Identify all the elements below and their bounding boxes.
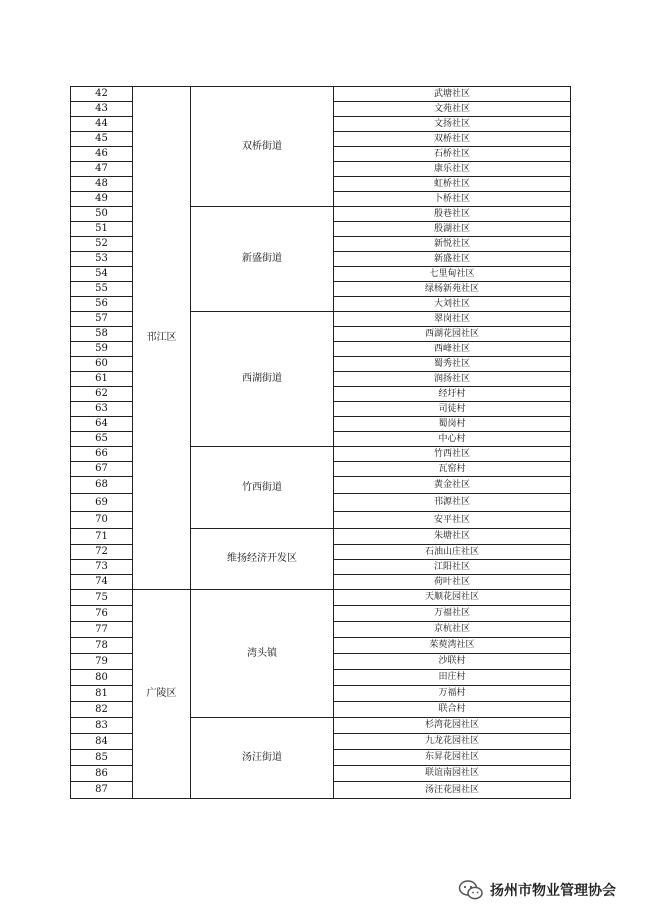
- community-name: 武塘社区: [334, 87, 571, 102]
- row-number: 65: [71, 432, 133, 447]
- wechat-icon: [458, 879, 484, 901]
- community-name: 汤汪花园社区: [334, 782, 571, 799]
- community-name: 石油山庄社区: [334, 545, 571, 560]
- row-number: 42: [71, 87, 133, 102]
- row-number: 47: [71, 162, 133, 177]
- community-name: 安平社区: [334, 512, 571, 529]
- community-name: 新悦社区: [334, 237, 571, 252]
- community-name: 七里甸社区: [334, 267, 571, 282]
- row-number: 66: [71, 447, 133, 462]
- row-number: 69: [71, 494, 133, 512]
- community-name: 江阳社区: [334, 560, 571, 575]
- community-name: 京杭社区: [334, 622, 571, 638]
- row-number: 79: [71, 654, 133, 670]
- community-name: 文苑社区: [334, 102, 571, 117]
- row-number: 62: [71, 387, 133, 402]
- community-name: 文扬社区: [334, 117, 571, 132]
- community-name: 万福村: [334, 686, 571, 702]
- community-name: 朱塘社区: [334, 529, 571, 545]
- table-row: [71, 87, 571, 102]
- row-number: 75: [71, 590, 133, 606]
- community-name: 竹西社区: [334, 447, 571, 462]
- row-number: 71: [71, 529, 133, 545]
- community-name: 瓦窑村: [334, 462, 571, 477]
- row-number: 59: [71, 342, 133, 357]
- community-name: 万福社区: [334, 606, 571, 622]
- street-name: 竹西街道: [191, 447, 334, 529]
- row-number: 58: [71, 327, 133, 342]
- row-number: 77: [71, 622, 133, 638]
- row-number: 70: [71, 512, 133, 529]
- row-number: 57: [71, 312, 133, 327]
- street-name: 西湖街道: [191, 312, 334, 447]
- row-number: 72: [71, 545, 133, 560]
- district-name: 广陵区: [133, 590, 191, 799]
- community-name: 经圩村: [334, 387, 571, 402]
- row-number: 61: [71, 372, 133, 387]
- community-name: 大刘社区: [334, 297, 571, 312]
- row-number: 43: [71, 102, 133, 117]
- community-name: 双桥社区: [334, 132, 571, 147]
- row-number: 83: [71, 718, 133, 734]
- community-name: 绿杨新苑社区: [334, 282, 571, 297]
- community-name: 石桥社区: [334, 147, 571, 162]
- community-name: 杉湾花园社区: [334, 718, 571, 734]
- row-number: 60: [71, 357, 133, 372]
- community-name: 茱萸湾社区: [334, 638, 571, 654]
- row-number: 53: [71, 252, 133, 267]
- community-name: 司徒村: [334, 402, 571, 417]
- row-number: 46: [71, 147, 133, 162]
- street-name: 新盛街道: [191, 207, 334, 312]
- row-number: 67: [71, 462, 133, 477]
- community-name: 天顺花园社区: [334, 590, 571, 606]
- row-number: 51: [71, 222, 133, 237]
- community-name: 虹桥社区: [334, 177, 571, 192]
- community-name: 黄金社区: [334, 477, 571, 494]
- street-name: 湾头镇: [191, 590, 334, 718]
- row-number: 50: [71, 207, 133, 222]
- row-number: 44: [71, 117, 133, 132]
- watermark: [458, 878, 616, 902]
- table-row: [71, 590, 571, 606]
- row-number: 68: [71, 477, 133, 494]
- row-number: 45: [71, 132, 133, 147]
- row-number: 81: [71, 686, 133, 702]
- community-name: 九龙花园社区: [334, 734, 571, 750]
- row-number: 87: [71, 782, 133, 799]
- community-name: 翠岗社区: [334, 312, 571, 327]
- row-number: 63: [71, 402, 133, 417]
- row-number: 64: [71, 417, 133, 432]
- community-name: 西湖花园社区: [334, 327, 571, 342]
- community-name: 联合村: [334, 702, 571, 718]
- community-name: 殷湖社区: [334, 222, 571, 237]
- watermark-text: 扬州市物业管理协会: [490, 883, 616, 899]
- row-number: 74: [71, 575, 133, 590]
- community-name: 联谊南园社区: [334, 766, 571, 782]
- row-number: 55: [71, 282, 133, 297]
- row-number: 86: [71, 766, 133, 782]
- district-name: 邗江区: [133, 87, 191, 590]
- community-name: 卜桥社区: [334, 192, 571, 207]
- row-number: 56: [71, 297, 133, 312]
- street-name: 双桥街道: [191, 87, 334, 207]
- community-name: 康乐社区: [334, 162, 571, 177]
- community-name: 蜀秀社区: [334, 357, 571, 372]
- community-name: 蜀岗村: [334, 417, 571, 432]
- row-number: 54: [71, 267, 133, 282]
- community-name: 沙联村: [334, 654, 571, 670]
- community-name: 荷叶社区: [334, 575, 571, 590]
- community-name: 西峰社区: [334, 342, 571, 357]
- community-name: 润扬社区: [334, 372, 571, 387]
- community-name: 东昇花园社区: [334, 750, 571, 766]
- community-name: 田庄村: [334, 670, 571, 686]
- community-name: 殷巷社区: [334, 207, 571, 222]
- street-name: 维扬经济开发区: [191, 529, 334, 590]
- street-name: 汤汪街道: [191, 718, 334, 799]
- row-number: 48: [71, 177, 133, 192]
- row-number: 73: [71, 560, 133, 575]
- row-number: 80: [71, 670, 133, 686]
- row-number: 76: [71, 606, 133, 622]
- row-number: 52: [71, 237, 133, 252]
- row-number: 84: [71, 734, 133, 750]
- community-table: [70, 86, 571, 799]
- row-number: 82: [71, 702, 133, 718]
- row-number: 49: [71, 192, 133, 207]
- row-number: 78: [71, 638, 133, 654]
- community-name: 邗源社区: [334, 494, 571, 512]
- community-name: 中心村: [334, 432, 571, 447]
- community-name: 新盛社区: [334, 252, 571, 267]
- row-number: 85: [71, 750, 133, 766]
